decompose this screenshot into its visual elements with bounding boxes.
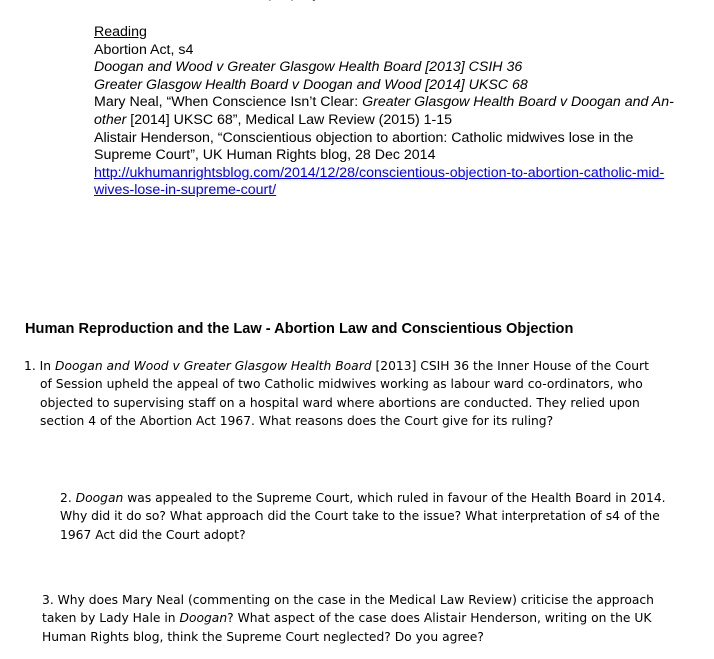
question-line: of Session upheld the appeal of two Catholic midwives working as labour ward co-ordinators, who xyxy=(40,377,643,392)
top-stray-marks: ` ` ˇ xyxy=(268,0,324,10)
question-line xyxy=(42,609,654,627)
question-line xyxy=(24,357,649,375)
case-name: Doogan and Wood v Greater Glasgow Health Board xyxy=(54,359,372,373)
text-span: was appealed to the Supreme Court, which ruled in favour of the Health Board in 2014. xyxy=(123,491,666,505)
text-span: [2014] UKSC 68”, Medical Law Review (2015) 1-15 xyxy=(126,111,453,128)
case-name: Doogan xyxy=(179,611,228,626)
reading-item-doogan-csih xyxy=(94,59,704,77)
reading-link-line1[interactable] xyxy=(94,165,704,183)
reading-item-neal-line2 xyxy=(94,112,704,130)
question-line: Why did it do so? What approach did the Court take to the issue? What interpretation of s4 of the xyxy=(60,509,660,524)
question-line: section 4 of the Abortion Act 1967. What reasons does the Court give for its ruling? xyxy=(40,413,554,428)
text-span: taken by Lady Hale in xyxy=(42,611,180,626)
reading-item-henderson-line1: Alistair Henderson, “Conscientious objection to abortion: Catholic midwives lose in the xyxy=(94,129,634,146)
question-1 xyxy=(24,357,649,430)
text-span: Mary Neal, “When Conscience Isn’t Clear: xyxy=(94,94,363,111)
reading-item-neal-line1 xyxy=(94,94,704,112)
reading-item-henderson-line2: Supreme Court”, UK Human Rights blog, 28 Dec 2014 xyxy=(94,147,436,164)
case-title: Greater Glasgow Health Board v Doogan and An- xyxy=(362,94,674,111)
reading-link-line2[interactable] xyxy=(94,182,704,200)
question-line: 3. Why does Mary Neal (commenting on the case in the Medical Law Review) criticise the approach xyxy=(42,593,654,607)
text-span: 2. xyxy=(60,491,76,505)
case-name: Doogan xyxy=(75,491,124,505)
case-citation: Greater Glasgow Health Board v Doogan and Wood [2014] UKSC 68 xyxy=(94,76,528,93)
case-title: other xyxy=(94,111,127,128)
question-line: 1967 Act did the Court adopt? xyxy=(60,527,246,542)
blog-link[interactable]: wives-lose-in-supreme-court/ xyxy=(94,182,277,199)
case-citation: Doogan and Wood v Greater Glasgow Health Board [2013] CSIH 36 xyxy=(94,59,523,76)
blog-link[interactable]: http://ukhumanrightsblog.com/2014/12/28/conscientious-objection-to-abortion-catholic-mid- xyxy=(94,164,665,181)
reading-item-abortion-act: Abortion Act, s4 xyxy=(94,41,194,58)
question-line: objected to supervising staff on a hospital ward where abortions are conducted. They relied upon xyxy=(40,395,640,410)
question-line: Human Rights blog, think the Supreme Court neglected? Do you agree? xyxy=(42,629,484,644)
reading-heading: Reading xyxy=(94,24,147,40)
question-3 xyxy=(42,591,654,646)
text-span: 1. In xyxy=(24,359,55,373)
text-span: [2013] CSIH 36 the Inner House of the Court xyxy=(371,359,649,373)
question-2 xyxy=(60,489,666,544)
question-line xyxy=(60,489,666,507)
reading-item-doogan-uksc xyxy=(94,77,704,95)
section-title: Human Reproduction and the Law - Abortion Law and Conscientious Objection xyxy=(25,321,574,337)
text-span: ? What aspect of the case does Alistair Henderson, writing on the UK xyxy=(227,611,652,626)
reading-list xyxy=(94,24,704,200)
